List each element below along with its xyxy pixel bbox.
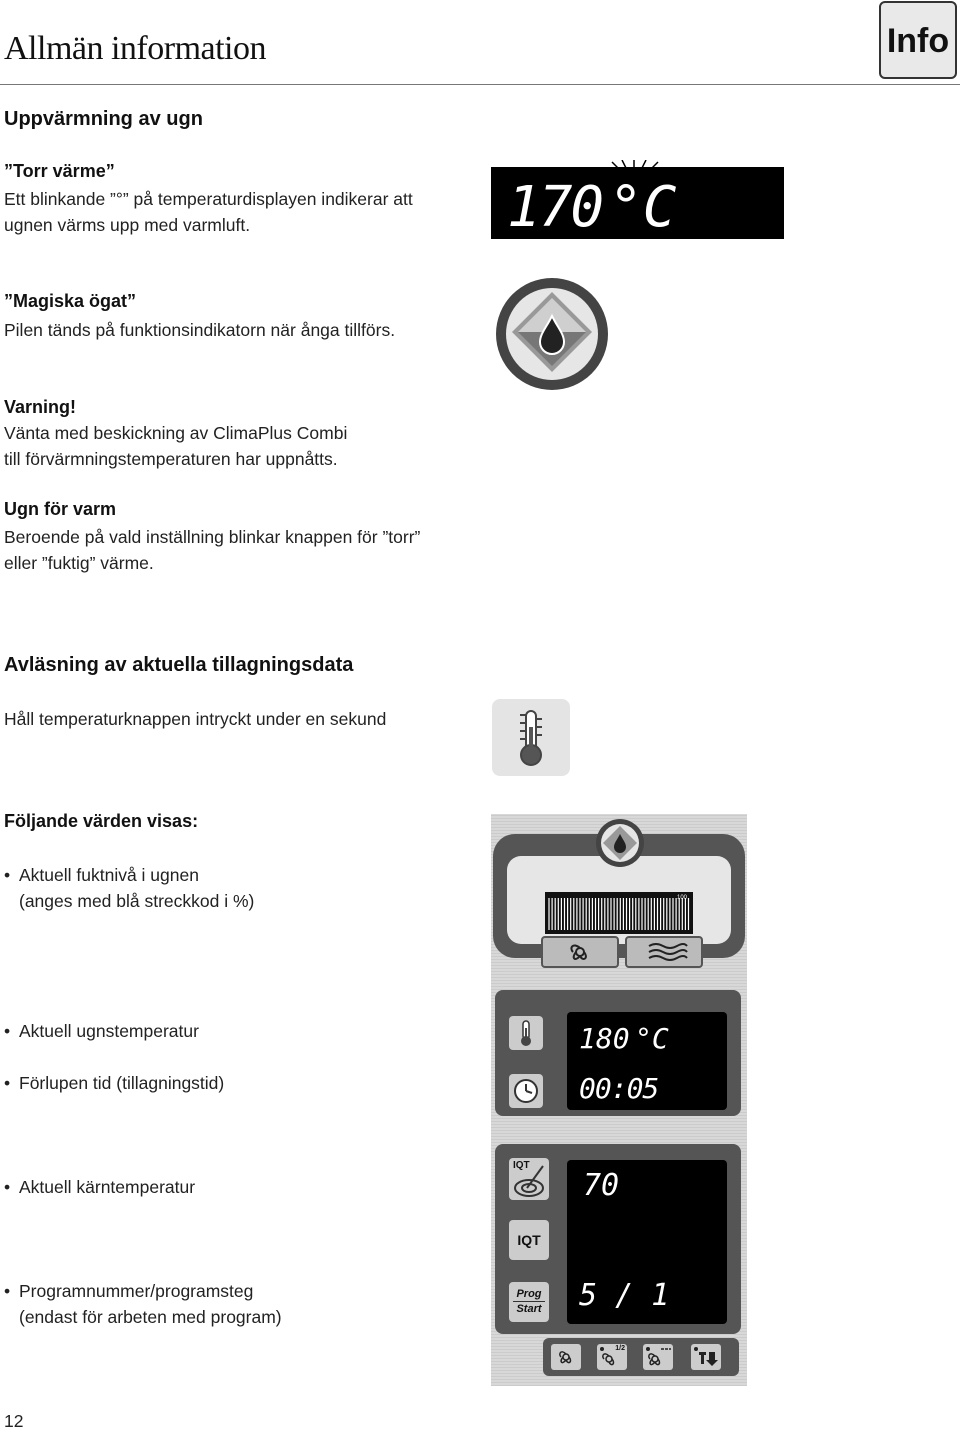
core-temp-value: 70 <box>583 1168 620 1203</box>
humidity-bars-icon <box>545 892 693 934</box>
fan-steam-icon <box>551 1344 581 1370</box>
humidity-bar-display <box>545 892 693 934</box>
torr-line2: ugnen värms upp med varmluft. <box>4 215 251 235</box>
section-heading-readout: Avläsning av aktuella tillagningsdata <box>4 654 354 676</box>
warning-line2: till förvärmningstemperaturen har uppnåtts. <box>4 449 338 469</box>
dry-heat-button <box>541 936 619 968</box>
display-temp: 170 <box>507 175 603 240</box>
core-probe-icon <box>509 1158 549 1200</box>
magic-eye-icon <box>494 276 610 392</box>
bullet-humidity-line1: Aktuell fuktnivå i ugnen <box>19 865 199 885</box>
hot-line2: eller ”fuktig” värme. <box>4 553 154 573</box>
fan-speed-button <box>643 1344 673 1370</box>
humid-heat-button <box>625 936 703 968</box>
bullet-humidity: • Aktuell fuktnivå i ugnen (anges med blå streckkod i %) <box>4 865 255 911</box>
info-tab: Info <box>879 1 957 79</box>
hot-title: Ugn för varm <box>4 499 117 519</box>
torr-title: ”Torr värme” <box>4 161 115 181</box>
bottom-button-strip <box>543 1338 739 1376</box>
humidity-scale-label: 100 <box>676 895 687 901</box>
bullet-elapsed-time-text: Förlupen tid (tillagningstid) <box>19 1073 225 1093</box>
bullet-core-temp-text: Aktuell kärntemperatur <box>19 1177 196 1197</box>
cooldown-icon <box>691 1344 721 1370</box>
fan-icon <box>543 938 617 966</box>
bullet-program-line1: Programnummer/programsteg <box>19 1281 254 1301</box>
temp-button <box>509 1016 543 1050</box>
bullet-program: • Programnummer/programsteg (endast för arbeten med program) <box>4 1281 282 1327</box>
control-panel <box>491 814 747 1386</box>
start-label: Start <box>516 1303 542 1315</box>
thermometer-icon <box>509 1016 543 1050</box>
half-power-button <box>597 1344 627 1370</box>
magiska-title: ”Magiska ögat” <box>4 291 137 311</box>
temp-time-display <box>567 1012 727 1110</box>
core-program-block <box>495 1144 741 1334</box>
bullet-program-line2: (endast för arbeten med program) <box>19 1307 282 1327</box>
temp-value: 180 <box>579 1022 630 1055</box>
values-title: Följande värden visas: <box>4 811 199 831</box>
bullet-oven-temp-text: Aktuell ugnstemperatur <box>19 1021 199 1041</box>
page-title: Allmän information <box>4 30 267 67</box>
section-heading-heating: Uppvärmning av ugn <box>4 108 203 130</box>
iqt-probe-label: IQT <box>513 1160 530 1171</box>
steam-waves-icon <box>627 938 701 966</box>
cooldown-button <box>691 1344 721 1370</box>
warning-line1: Vänta med beskickning av ClimaPlus Combi <box>4 423 348 443</box>
temp-unit: °C <box>635 1022 669 1055</box>
bullet-humidity-line2: (anges med blå streckkod i %) <box>19 891 255 911</box>
time-value: 00:05 <box>579 1072 659 1105</box>
prog-start-button <box>509 1282 549 1322</box>
torr-line1: Ett blinkande ”°” på temperaturdisplayen indikerar att <box>4 189 413 209</box>
prog-label: Prog <box>513 1287 545 1302</box>
fan-speed-icon <box>643 1344 673 1370</box>
page-number: 12 <box>4 1411 24 1431</box>
warning-title: Varning! <box>4 397 77 417</box>
bullet-core-temp: • Aktuell kärntemperatur <box>4 1177 196 1197</box>
bullet-oven-temp: • Aktuell ugnstemperatur <box>4 1021 199 1041</box>
panel-magic-eye-icon <box>595 818 645 868</box>
iqt-label: IQT <box>517 1232 541 1248</box>
half-label: 1/2 <box>615 1345 625 1352</box>
bullet-elapsed-time: • Förlupen tid (tillagningstid) <box>4 1073 225 1093</box>
cleaning-button <box>551 1344 581 1370</box>
hot-line1: Beroende på vald inställning blinkar knappen för ”torr” <box>4 527 421 547</box>
thermometer-button-icon <box>492 699 570 776</box>
iqt-button <box>509 1220 549 1260</box>
display-unit: °C <box>609 175 677 240</box>
core-program-display <box>567 1160 727 1324</box>
header-rule <box>0 84 960 85</box>
clock-icon <box>509 1074 543 1108</box>
blink-rays-icon <box>600 160 670 180</box>
iqt-probe-button <box>509 1158 549 1200</box>
time-button <box>509 1074 543 1108</box>
program-step-value: 5 / 1 <box>579 1278 670 1313</box>
temp-time-block <box>495 990 741 1116</box>
readout-instruction: Håll temperaturknappen intryckt under en sekund <box>4 709 387 729</box>
magiska-text: Pilen tänds på funktionsindikatorn när ånga tillförs. <box>4 320 396 340</box>
